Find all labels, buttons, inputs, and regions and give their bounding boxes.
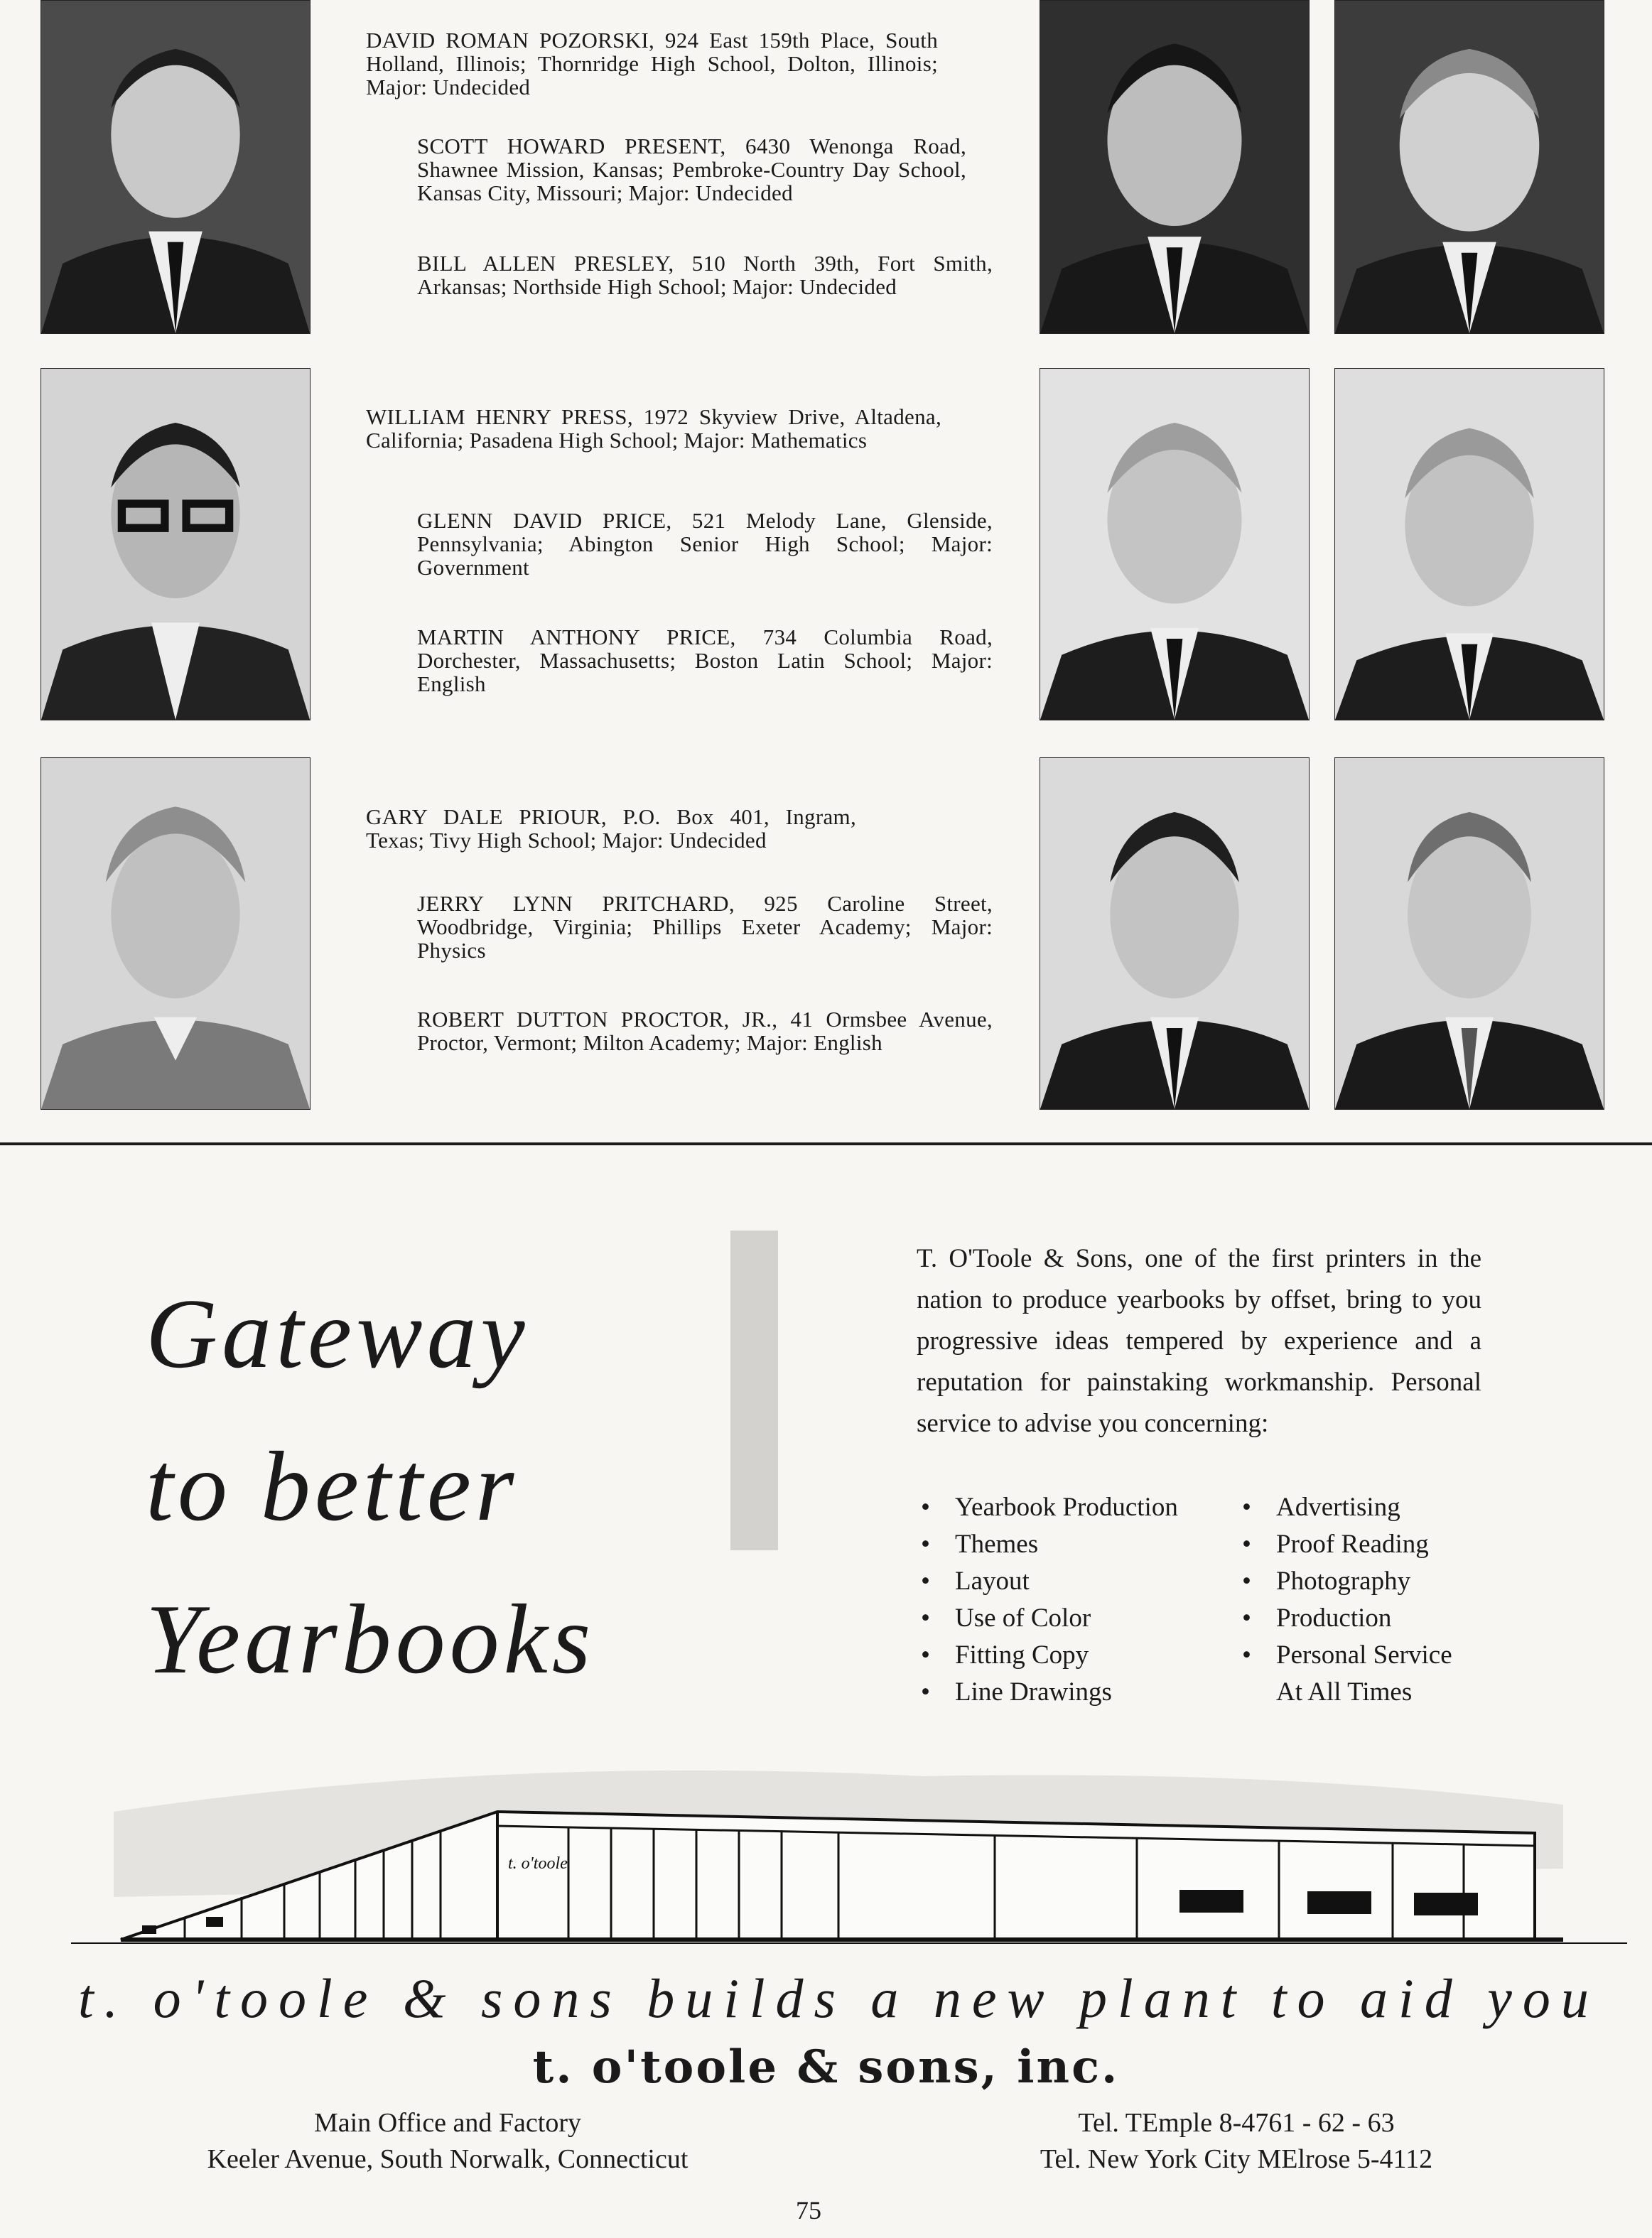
entry-priour: GARY DALE PRIOUR, P.O. Box 401, Ingram, Texas; Tivy High School; Major: Undecided — [366, 804, 856, 853]
portrait-proctor — [1334, 757, 1604, 1110]
service-item: • Line Drawings — [921, 1677, 1112, 1707]
service-item-continued: At All Times — [1276, 1677, 1413, 1707]
factory-illustration — [71, 1726, 1627, 1961]
entry-press: WILLIAM HENRY PRESS, 1972 Skyview Drive, Altadena, California; Pasadena High School; Major: Mathematics — [366, 404, 942, 453]
portrait-present — [1040, 0, 1310, 334]
portrait-priour — [41, 757, 311, 1110]
building-sign: t. o'toole — [508, 1854, 568, 1873]
ad-intro: T. O'Toole & Sons, one of the first printers in the nation to produce yearbooks by offset, bring to you progressive ideas tempered by experience and a reputation for painstaking workmanship. Personal service to advise you concerning: — [917, 1244, 1481, 1438]
office-line-1: Main Office and Factory — [313, 2108, 581, 2138]
portrait-press — [41, 368, 311, 720]
ad-headline — [146, 1258, 595, 1716]
portrait-glenn-price — [1040, 368, 1310, 720]
section-divider — [0, 1142, 1652, 1145]
headline-line-3: Yearbooks — [146, 1584, 595, 1694]
entry-present: SCOTT HOWARD PRESENT, 6430 Wenonga Road, Shawnee Mission, Kansas; Pembroke-Country Day School, Kansas City, Missouri; Major: Undecided — [417, 134, 967, 205]
office-line-2: Keeler Avenue, South Norwalk, Connecticut — [207, 2144, 689, 2174]
entry-proctor: ROBERT DUTTON PROCTOR, JR., 41 Ormsbee Avenue, Proctor, Vermont; Milton Academy; Major: English — [417, 1007, 993, 1055]
page-number: 75 — [796, 2196, 821, 2225]
services-right — [1242, 1489, 1452, 1711]
service-item: • Personal Service — [1242, 1640, 1452, 1670]
portrait-pritchard — [1040, 757, 1310, 1110]
portrait-martin-price — [1334, 368, 1604, 720]
ad-slogan: t. o'toole & sons builds a new plant to aid you — [78, 1967, 1599, 2029]
portrait-pozorski — [41, 0, 311, 334]
headline-line-2: to better — [146, 1432, 519, 1542]
entry-martin-price: MARTIN ANTHONY PRICE, 734 Columbia Road, Dorchester, Massachusetts; Boston Latin School; Major: English — [417, 625, 993, 696]
tel-line-1: Tel. TEmple 8-4761 - 62 - 63 — [1078, 2108, 1395, 2138]
services-left — [921, 1489, 1178, 1711]
service-item: • Yearbook Production — [921, 1493, 1178, 1522]
service-item: • Use of Color — [921, 1604, 1091, 1633]
service-item: • Layout — [921, 1567, 1030, 1596]
service-item: • Themes — [921, 1530, 1039, 1559]
service-item: • Advertising — [1242, 1493, 1400, 1522]
entry-glenn-price: GLENN DAVID PRICE, 521 Melody Lane, Glenside, Pennsylvania; Abington Senior High School; Major: Government — [417, 508, 993, 580]
entry-presley: BILL ALLEN PRESLEY, 510 North 39th, Fort Smith, Arkansas; Northside High School; Major: Undecided — [417, 251, 993, 299]
entry-pritchard: JERRY LYNN PRITCHARD, 925 Caroline Street, Woodbridge, Virginia; Phillips Exeter Academy; Major: Physics — [417, 891, 993, 963]
service-item: • Fitting Copy — [921, 1640, 1089, 1670]
tel-line-2: Tel. New York City MElrose 5-4112 — [1040, 2144, 1433, 2174]
headline-line-1: Gateway — [146, 1279, 529, 1389]
service-item: • Production — [1242, 1604, 1392, 1633]
service-item: • Proof Reading — [1242, 1530, 1429, 1559]
office-address — [163, 2105, 732, 2178]
service-item: • Photography — [1242, 1567, 1411, 1596]
telephone-info — [981, 2105, 1492, 2178]
company-name: t. o'toole & sons, inc. — [532, 2040, 1120, 2094]
portrait-presley — [1334, 0, 1604, 334]
decorative-bar — [730, 1231, 778, 1550]
entry-pozorski: DAVID ROMAN POZORSKI, 924 East 159th Place, South Holland, Illinois; Thornridge High School, Dolton, Illinois; Major: Undecided — [366, 28, 939, 99]
